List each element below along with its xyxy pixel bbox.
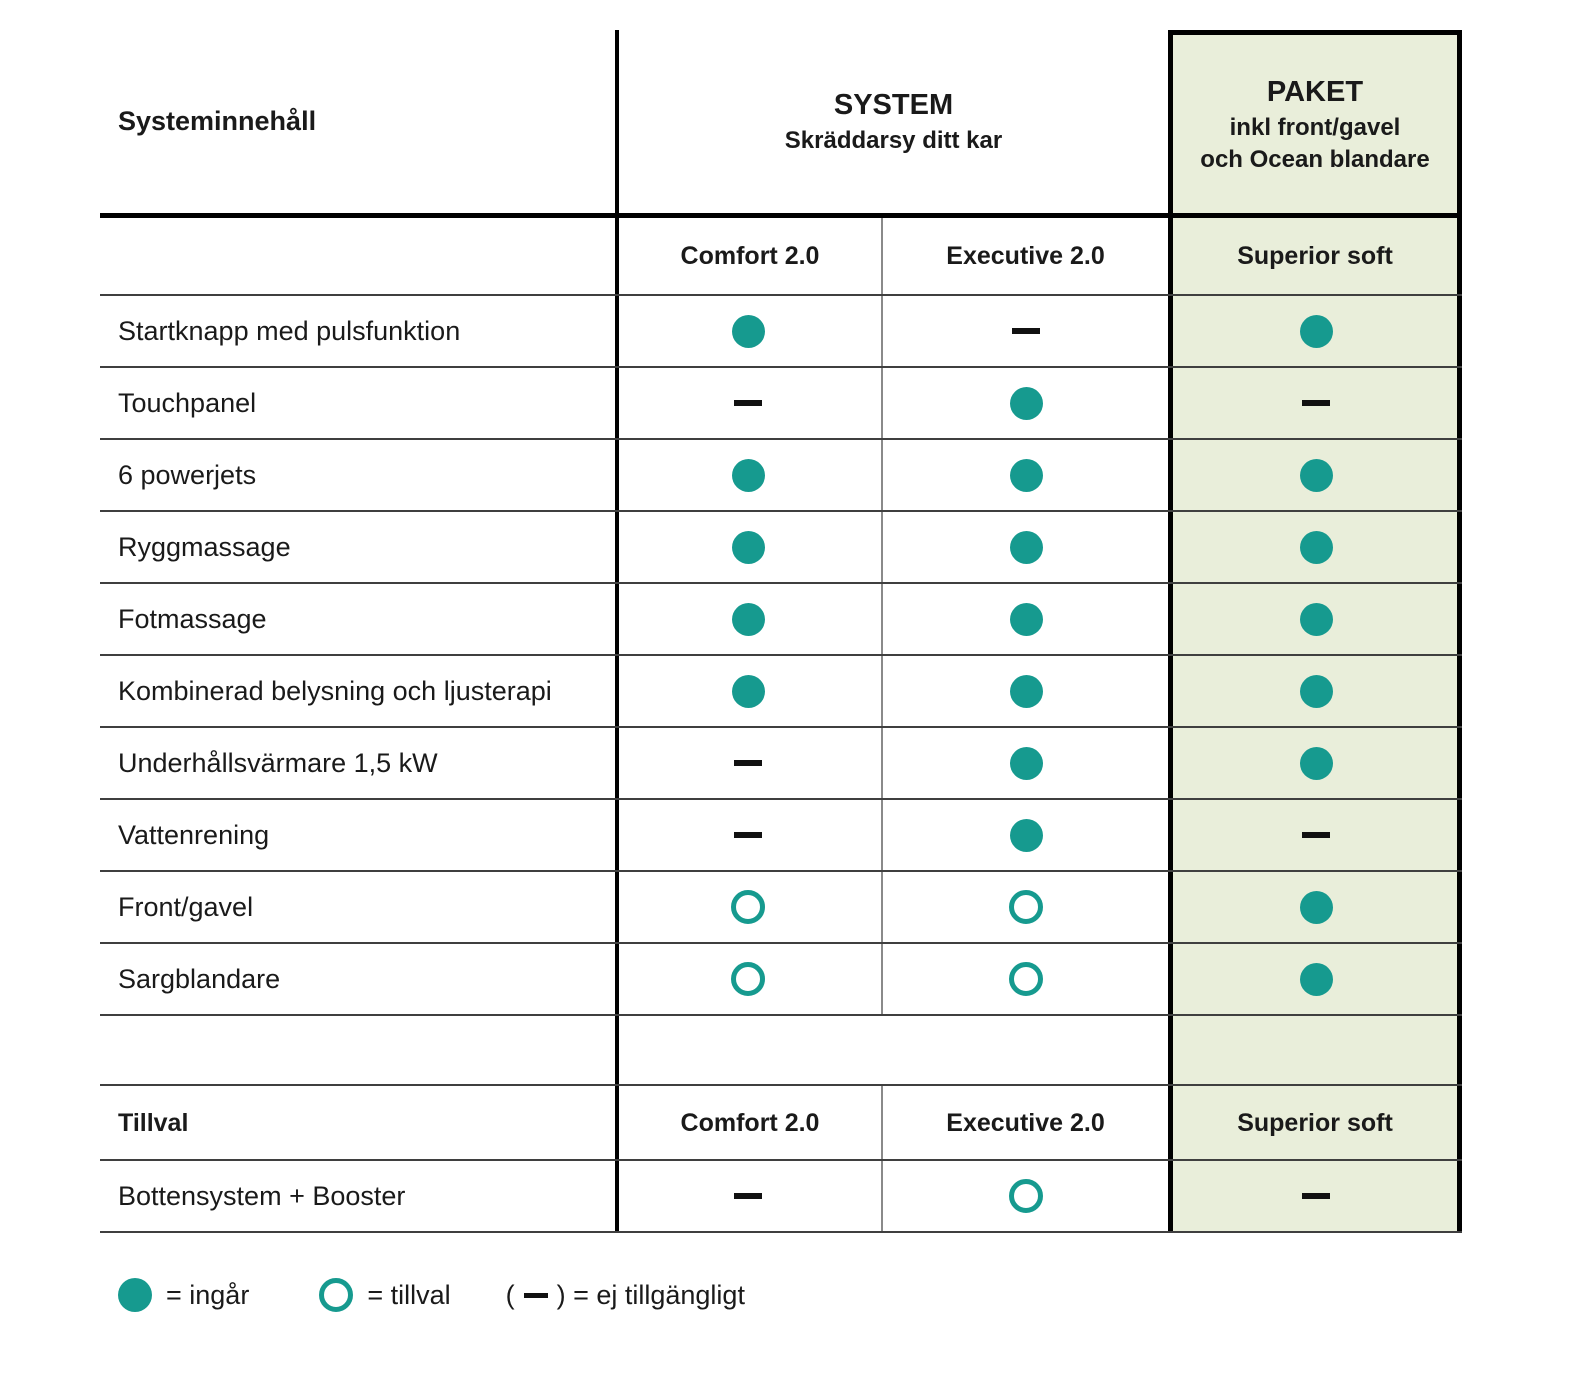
included-dot-icon	[732, 603, 765, 636]
paket-top-border	[1168, 30, 1462, 35]
not-available-dash-icon	[734, 760, 762, 766]
optional-circle-icon	[1009, 1179, 1043, 1213]
not-available-dash-icon	[734, 832, 762, 838]
included-dot-icon	[1300, 315, 1333, 348]
column-header-superior: Superior soft	[1237, 242, 1393, 270]
not-available-dash-icon	[1302, 1193, 1330, 1199]
column-header-executive: Executive 2.0	[946, 242, 1105, 270]
row-separator-line	[100, 510, 1462, 512]
feature-row-label: Startknapp med pulsfunktion	[118, 315, 461, 346]
row-separator-line	[100, 582, 1462, 584]
included-dot-icon	[1010, 387, 1043, 420]
row-separator-line	[100, 942, 1462, 944]
header-divider-line	[100, 213, 1462, 218]
not-available-dash-icon	[734, 400, 762, 406]
optional-circle-icon	[1009, 962, 1043, 996]
feature-row-label: Bottensystem + Booster	[118, 1180, 406, 1211]
included-dot-icon	[1300, 891, 1333, 924]
row-separator-line	[100, 798, 1462, 800]
feature-row-label: Kombinerad belysning och ljusterapi	[118, 675, 552, 706]
feature-row-label: 6 powerjets	[118, 459, 257, 490]
included-dot-icon	[732, 315, 765, 348]
paket-header	[1173, 35, 1457, 213]
feature-row-label: Front/gavel	[118, 891, 254, 922]
legend-included-label: = ingår	[166, 1279, 250, 1310]
tillval-column-header-executive: Executive 2.0	[946, 1109, 1105, 1137]
included-dot-icon	[732, 675, 765, 708]
included-dot-icon	[732, 531, 765, 564]
optional-circle-icon	[1009, 890, 1043, 924]
legend-na-open-paren: (	[505, 1279, 515, 1310]
included-dot-icon	[1010, 531, 1043, 564]
included-dot-icon	[1300, 459, 1333, 492]
legend-na-label: ) = ej tillgängligt	[556, 1279, 745, 1310]
row-separator-line	[100, 654, 1462, 656]
not-available-dash-icon	[1012, 328, 1040, 334]
vertical-divider-main	[615, 30, 619, 1232]
legend	[118, 1270, 745, 1320]
feature-row-label: Fotmassage	[118, 603, 267, 634]
row-separator-line	[100, 1084, 1462, 1086]
system-header-title: SYSTEM	[833, 89, 954, 122]
row-separator-line	[100, 1014, 1462, 1016]
optional-circle-icon	[731, 962, 765, 996]
paket-header-subtitle-1: inkl front/gavel	[1229, 114, 1401, 142]
comfort-executive-divider	[881, 218, 883, 1015]
paket-right-border	[1457, 30, 1462, 1232]
legend-optional-label: = tillval	[367, 1279, 451, 1310]
system-header	[619, 30, 1168, 213]
tillval-section-title: Tillval	[118, 1109, 189, 1137]
legend-na-dash-icon	[524, 1293, 548, 1298]
included-dot-icon	[1010, 747, 1043, 780]
row-separator-line	[100, 726, 1462, 728]
included-dot-icon	[1300, 747, 1333, 780]
system-header-subtitle: Skräddarsy ditt kar	[784, 127, 1003, 155]
included-dot-icon	[732, 459, 765, 492]
feature-row-label: Vattenrening	[118, 819, 270, 850]
included-dot-icon	[1010, 603, 1043, 636]
legend-optional-circle-icon	[319, 1278, 353, 1312]
table-title: Systeminnehåll	[118, 106, 317, 136]
not-available-dash-icon	[734, 1193, 762, 1199]
feature-row-label: Touchpanel	[118, 387, 257, 418]
feature-row-label: Underhållsvärmare 1,5 kW	[118, 747, 438, 778]
column-header-comfort: Comfort 2.0	[680, 242, 820, 270]
tillval-column-header-superior: Superior soft	[1237, 1109, 1393, 1137]
included-dot-icon	[1300, 675, 1333, 708]
tillval-column-header-comfort: Comfort 2.0	[680, 1109, 820, 1137]
included-dot-icon	[1010, 819, 1043, 852]
row-separator-line	[100, 294, 1462, 296]
included-dot-icon	[1300, 963, 1333, 996]
row-separator-line	[100, 438, 1462, 440]
included-dot-icon	[1300, 531, 1333, 564]
included-dot-icon	[1010, 675, 1043, 708]
feature-row-label: Sargblandare	[118, 963, 281, 994]
included-dot-icon	[1300, 603, 1333, 636]
row-separator-line	[100, 870, 1462, 872]
row-separator-line	[100, 366, 1462, 368]
legend-not-available	[506, 1280, 745, 1311]
not-available-dash-icon	[1302, 832, 1330, 838]
legend-included-dot-icon	[118, 1278, 152, 1312]
paket-header-title: PAKET	[1266, 76, 1364, 109]
optional-circle-icon	[731, 890, 765, 924]
comparison-table	[100, 30, 1462, 1232]
feature-row-label: Ryggmassage	[118, 531, 291, 562]
not-available-dash-icon	[1302, 400, 1330, 406]
paket-left-border	[1168, 30, 1173, 1232]
paket-header-subtitle-2: och Ocean blandare	[1200, 145, 1430, 173]
included-dot-icon	[1010, 459, 1043, 492]
